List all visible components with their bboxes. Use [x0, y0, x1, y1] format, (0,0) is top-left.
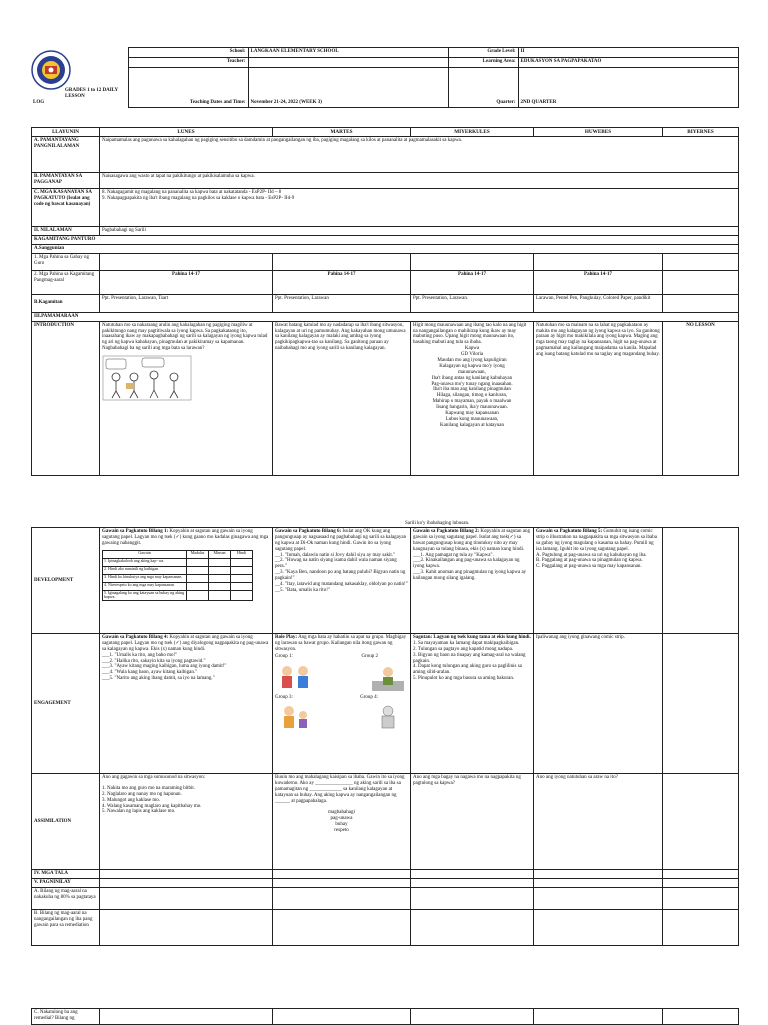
dev-tuesday-item: __3. "Kaya Ben, nandoon po ang batang pulubi? Bigyan natin ng pagkain!" [275, 570, 406, 582]
quarter-label: Quarter: [448, 68, 518, 108]
pagninilay-a-label: A. Bilang ng mag-aaral na nakakuha ng 80% sa pagtataya [32, 887, 100, 909]
pamantayang-pangnilalaman-text: Naipamamalas ang pagunawa sa kahalagahan ng pagiging sensitibo sa damdamin at pangangailangan ng iba, pagiging magalang sa kilos at pananalita at pagmamalasakit sa kapwa. [100, 137, 739, 173]
asm-monday-item: 4. Walang kasamang maglaro ang kapitbahay mo. [102, 803, 202, 809]
lesson-table-top [31, 127, 739, 476]
intro-monday-text: Natutuhan mo sa nakaraang aralin ang kahalagahan ng pagiging magiliw at pakikitungo nang may pagtitiwala sa iyong kapwa. Sa pagkakataong ito, inaasahang ikaw ay makapagbabahagi ng sarili sa kalagayan ng iyong kapwa tulad ng ari ng kapwa kabahayan, pinagmulan at pakikiramay sa kapamanan. Nagbabahagi ba ng sarili ang mga bata sa larawan? [102, 322, 268, 352]
pagninilay-b-label: B. Bilang ng mag-aaral na nangangailangan ng iba pang gawain para sa remediation [32, 909, 100, 945]
dev-wednesday-title: Gawain sa Pagkatuto Bilang 2: [413, 529, 480, 534]
mini-header: Gawain [103, 550, 187, 558]
dll-title: GRADES 1 to 12 DAILY LESSON [65, 87, 118, 99]
kagamitan-thursday: Larawan, Pentel Pen, Pangkulay, Colored Paper, pandikit [534, 294, 663, 312]
group-label: Group 3: [275, 694, 293, 700]
pahina-monday: Pahina 14-17 [100, 270, 273, 294]
eng-monday [100, 634, 273, 774]
nilalaman-label: II. NILALAMAN [32, 227, 100, 236]
development-label: DEVELOPMENT [32, 528, 100, 634]
dev-thursday-text: Gumuhit ng isang comic strip o illustration na nagpapakita sa mga sitwasyon sa ibaba sa gabay ng iyong magulang o kasama sa bahay. Pumili ng isa lamang. Iguhit ito sa iyong sagutang papel. [536, 529, 657, 552]
mini-row: 4. Nirerespeto ko ang mga may kapansanan. [103, 582, 187, 590]
dev-thursday-item: B. Paggalang at pag-unawa sa pinagmulan ng kapwa. [536, 558, 643, 564]
dev-thursday [534, 528, 663, 634]
asm-monday-item: 2. Naglalaro ang nanay mo ng hapunan. [102, 791, 182, 797]
pamantayang-pangnilalaman-label: A. PAMANTAYANG PANGNILALAMAN [32, 137, 100, 173]
poem-line: Iisang hangarin, ika'y mauunawaan. [436, 405, 508, 411]
poem-line: mauunawaan, [458, 369, 486, 375]
poem-line: Iba't iba man ang kanilang pinagmulan [433, 387, 511, 393]
pamantayan-pagganap-text: Naisasagawa ang wasto at tapat na pakikitungo at pakikisalamuha sa kapwa. [100, 173, 739, 189]
pagninilay-label: V. PAGNINILAY [32, 878, 100, 887]
word-bank-item: respeto [334, 828, 349, 834]
word-bank-item: buhay [335, 822, 348, 828]
children-sharing-illustration [102, 355, 192, 401]
intro-wednesday-lead: Higit mong mauunawaan ang ibang tao kalo na ang higit na nangangailangan o mahihirap kung ikaw ay may mabuting puso. Upang higit mong maunawaan ito, basahing mabuti ang tula sa ibaba. [413, 322, 527, 346]
group-label: Group 2 [361, 653, 378, 659]
pagninilay-c-label: C. Nakatulong ba ang remedial? Bilang ng [32, 1009, 100, 1025]
area-label: Learning Area: [448, 58, 518, 68]
eng-thursday: Ipaliwanag ang iyong ginawang comic strip. [534, 634, 663, 774]
dev-tuesday-item: __5. "Bata, umalis ka rito!" [275, 587, 330, 593]
asm-thursday: Ano ang iyong natutuhan sa araw na ito? [534, 774, 663, 870]
introduction-label: INTRODUCTION [32, 321, 100, 475]
dev-tuesday-item: __2. "Huwag na natin siyang isama dahil wala naman siyang pera." [275, 558, 397, 570]
dev-wednesday-item: ___3. Kahit anoman ang pinagmulan ng iyong kapwa ay kailangan mong silang igalang. [413, 570, 527, 582]
eng-tuesday-title: Role Play: [275, 635, 298, 640]
intro-friday: NO LESSON [663, 321, 739, 475]
intro-monday [100, 321, 273, 475]
teacher-value [248, 58, 448, 68]
poem-title: Kapwa [464, 346, 480, 352]
dev-thursday-title: Gawain sa Pagkatuto Bilang 5: [536, 529, 603, 534]
kasanayan-label: C. MGA KASANAYAN SA PAGKATUTO (Isulat ang code ng bawat kasanayan) [32, 189, 100, 227]
mini-header: Minsan [209, 550, 231, 558]
lesson-table-page3 [31, 1008, 739, 1025]
pahina-thursday: Pahina 14-17 [534, 270, 663, 294]
asm-wednesday: Ano ang mga bagay na nagawa mo na nagpapakita ng pagtulong sa kapwa? [411, 774, 534, 870]
eng-monday-item: ___3. "Ayaw kitang maging kaibigan, luma ang iyong damit!" [102, 664, 227, 670]
mini-row: 1. Ipinagkakaloob ang aking kap- wa. [103, 558, 187, 566]
mini-row: 2. Hindi ako naminili ng kaibigan. [103, 566, 187, 574]
eng-wednesday-item: 5. Pinupulot ko ang mga basura sa aming bakuran. [413, 676, 515, 682]
kagamitan-tuesday: Ppt. Presentation, Larawan [273, 294, 411, 312]
dev-wednesday-item: ___1. Ang pamagat ng tula ay "Kapwa". [413, 552, 494, 558]
eng-monday-title: Gawain sa Pagkatuto Bilang 4: [102, 635, 169, 640]
eng-wednesday-item: 1. Sa mayayaman ka lamang dapat makipagkaibigan. [413, 640, 520, 646]
school-value: LANGKAAN ELEMENTARY SCHOOL [248, 48, 448, 58]
day-wednesday: MIYERKULES [411, 128, 534, 137]
gabay-label: 1. Mga Pahina sa Gabay ng Guro [32, 253, 100, 270]
asm-monday [100, 774, 273, 870]
poem-line: Kalagayan ng kapwa mo'y iyong [439, 363, 505, 369]
asm-tuesday [273, 774, 411, 870]
asm-monday-lead: Ano ang gagawin sa mga sumusunod na sitwasyon: [102, 775, 206, 780]
intro-wednesday [411, 321, 534, 475]
assimilation-label: ASSIMILATION [32, 774, 100, 870]
word-bank-item: pag-unawa [330, 816, 353, 822]
poem-line: Lubos kong mauunawaan, [445, 416, 499, 422]
eng-monday-item: ___4. "Wala kang baon, ayaw kitang kaibigan." [102, 670, 198, 676]
group-3-picture [275, 703, 315, 733]
dev-thursday-item: C. Paggalang at pag-unawa sa mga may kapansanan. [536, 564, 642, 570]
frequency-table [102, 550, 253, 601]
dev-thursday-item: A. Pagtulong at pag-unawa sa uri ng kabuhayan ng iba. [536, 552, 647, 558]
dev-monday-text: Kopyahin at sagutan ang gawain sa iyong sagutang papel. Lagyan mo ng tsek (✓) kung gaano mo kadalas ginagawa ang mga gawaing nabanggit. [102, 529, 269, 546]
group-2-picture [368, 663, 408, 693]
lesson-table-bottom [31, 527, 739, 946]
engagement-label: ENGAGEMENT [32, 634, 100, 774]
sanggunian-label: A.Sanggunian [32, 244, 739, 253]
eng-wednesday-title: Sagutan: Lagyan ng tsek kung tama at ekis kung hindi. [413, 635, 531, 640]
grade-label: Grade Level: [448, 48, 518, 58]
day-friday: BIYERNES [663, 128, 739, 137]
dates-label: Teaching Dates and Time: [128, 68, 248, 108]
kagamitan-monday: Ppt. Presentation, Larawan, Tsart [100, 294, 273, 312]
poem-line: Kanilang kalagayan at katayuan [440, 422, 504, 428]
eng-wednesday [411, 634, 534, 774]
bkagamitan-label: B.Kagamitan [32, 294, 100, 312]
quarter-value: 2ND QUARTER [518, 68, 738, 108]
kagamitan-pahina-label: 2. Mga Pahina sa Kagamitang Pangmag-aaral [32, 270, 100, 294]
dev-wednesday-item: ___2. Kinakailangan ang pag-unawa sa kalagayan ng iyong kapwa. [413, 558, 520, 570]
kasanayan-text [100, 189, 739, 227]
group-label: Group 4: [360, 694, 378, 700]
mini-header: Hindi [231, 550, 253, 558]
pahina-wednesday: Pahina 14-17 [411, 270, 534, 294]
grade-value: II [518, 48, 738, 58]
eng-tuesday-text: Ang mga bata ay hahatiin sa apat na grupo. Magbigay ng larawan sa bawat grupo. Kailangan nila itong gawan ng sitwasyon. [275, 635, 407, 652]
poem-line: Mahirap o mayaman, payak o maalwan [432, 399, 512, 405]
eng-wednesday-item: 3. Bigyan ng baon na tinapay ang kamag-aral na walang pagkain. [413, 652, 526, 664]
header-table [31, 47, 739, 108]
pamantayan-pagganap-label: B. PAMANTAYAN SA PAGGANAP [32, 173, 100, 189]
day-thursday: HUWEBES [534, 128, 663, 137]
pahina-tuesday: Pahina 14-17 [273, 270, 411, 294]
asm-monday-item: 1. Nakita mo ang guro mo na maraming bitbit. [102, 785, 196, 791]
school-label: School: [128, 48, 248, 58]
kasanayan-item: 9. Nakapagpapakita ng iba't ibang magalang na pagkilos sa kaklase o kapwa bata - EsP2P- IId-9 [102, 196, 295, 202]
asm-monday-item: 3. Malungot ang kaklase mo. [102, 797, 161, 803]
dev-monday [100, 528, 273, 634]
eng-monday-item: ___2. "Halika rito, sakayin kita sa iyong pagtawid." [102, 658, 206, 664]
kagamitan-wednesday: Ppt. Presentation, Larawan. [411, 294, 534, 312]
layunin-header: I.LAYUNIN [32, 128, 100, 137]
asm-tuesday-text: Buuin mo ang mahalagang kaisipan sa ibaba. Gawin ito sa iyong kuwaderno. Ako ay _______________ ng aking sarili sa iba sa pamamagitan ng _____________ sa kanilang kalagayan at katayuan sa buhay. Ang aking kapwa ay nangangailangan ng ______ at pagpapahalaga. [275, 775, 405, 804]
poem-line: Iba't ibang antas ng kanilang kabuhayan [431, 375, 513, 381]
teacher-label: Teacher: [128, 58, 248, 68]
dev-tuesday-item: __4. "Itay, iatawid ang matandang nakasaklay, oldolyan po natin!" [275, 582, 408, 588]
intro-thursday: Natutuhan mo sa mainam na sa lahat ng pagkakataon ay makita mo ang kalagayan ng iyong kapwa sa iyo. Sa ganitong paraan ay higit mo makikilala ang iyong kapwa. Maging ang mga taong may taglay na kapansanan, higit na pag-unawa at pagmamahal ang kailangang maipadama sa kanila. Mapalad ang isang batang katulad mo na taglay ang magandang buhay. [534, 321, 663, 475]
poem-line: Hilaga, silangan, timog o kanluran, [436, 393, 508, 399]
mini-row: 5. Iginagalang ko ang katayuan sa buhay ng aking kapwa. [103, 590, 187, 600]
dates-value: November 21-24, 2022 (WEEK 3) [248, 68, 448, 108]
pamamaraan-label: III.PAMAMARAAN [32, 312, 739, 321]
word-bank-item: magbabahagi [328, 810, 355, 816]
group-1-picture [275, 663, 315, 693]
area-value: EDUKASYON SA PAGPAPAKATAO [518, 58, 738, 68]
poem-author: GD Viloria [460, 352, 484, 358]
log-label: LOG [33, 99, 45, 105]
mini-header: Madalas [187, 550, 209, 558]
dev-tuesday-item: __1. "Inmah, dalawin natin si Jovy dahil siya ay may sakit." [275, 552, 396, 558]
poem-line: Maudan mo ang iyong kapuligiran [437, 358, 507, 364]
mga-tala-label: IV. MGA TALA [32, 870, 100, 879]
eng-tuesday [273, 634, 411, 774]
group-4-picture [368, 703, 408, 733]
intro-tuesday: Bawat batang katulad mo ay nadadarap sa iba't ibang sitwasyon, kalagayan at uri ng pamumuhay. Ang kakayahan mong umunawa sa kanilang kalagayan ay malaki ang ambag sa iyong pagkikipagkapwa-tao sa kanilang. Sa ganitong paraan ay naibabahagi mo ang iyong sarili sa kanilang kalagayan. [273, 321, 411, 475]
dev-tuesday [273, 528, 411, 634]
day-monday: LUNES [100, 128, 273, 137]
dev-wednesday-text: Kopyahin at sagutan ang gawain sa iyong sagutang papel. Isulat ang tsek(✓) sa bawat pangungusap kung ang tinutukoy nito ay may kaugnayan sa tulang binasa, ekis (x) naman kung hindi. [413, 529, 530, 552]
eng-wednesday-item: 2. Tulungan sa pagtayo ang kapatid mong nadapa. [413, 646, 514, 652]
group-label: Group 1: [275, 653, 293, 659]
poem-continuation: Sarili ko'y ibabahaging lubusan. [405, 521, 470, 526]
poem-line: Pag-unawa mo'y tunay ngang inaasahan. [431, 381, 513, 387]
poem-line: Kapwang may kapansanan [445, 411, 499, 417]
dev-tuesday-text: Isulat ang OK kung ang pangungusap ay nagsasaad ng pagbabahagi ng sarili sa kalagayan ng kapwa at Di-Ok naman kung hindi. Gawin ito sa iyong sagutang papel. [275, 529, 407, 552]
dev-wednesday [411, 528, 534, 634]
dev-monday-title: Gawain sa Pagkatuto Bilang 1: [102, 529, 169, 534]
dev-tuesday-title: Gawain sa Pagkatuto Bilang 6: [275, 529, 342, 534]
eng-wednesday-item: 4. Dapat kong tulungan ang aking guro sa paglilinis sa aming silid-aralan. [413, 664, 522, 676]
eng-monday-text: Kopyahin at sagutan ang gawain sa iyong sagutang papel. Lagyan mo ng tsek (✓) ang diyalogong nagpapakita ng pag-unawa sa kalagayan ng kapwa. Ekis (x) naman kung hindi. [102, 635, 269, 652]
day-tuesday: MARTES [273, 128, 411, 137]
dll-title-cell [31, 48, 128, 108]
eng-monday-item: ___1. "Umalis ka rito, ang baho mo!" [102, 652, 178, 658]
kasanayan-item: 8. Nakagagamit ng magalang na pananalita sa kapwa bata at nakatatanda - EsP2P- IId – 8 [102, 190, 282, 196]
eng-monday-item: ___5. "Narito ang aking ibang damit, sa iyo na lamang." [102, 676, 215, 682]
asm-monday-item: 5. Nawalan ng lapis ang kaklase mo. [102, 809, 176, 815]
mini-row: 3. Hindi ko kinukutya ang mga may kapansanan. [103, 574, 187, 582]
kagamitan-label: KAGAMITANG PANTURO [32, 236, 739, 245]
nilalaman-text: Pagbabahagi ng Sarili [100, 227, 739, 236]
